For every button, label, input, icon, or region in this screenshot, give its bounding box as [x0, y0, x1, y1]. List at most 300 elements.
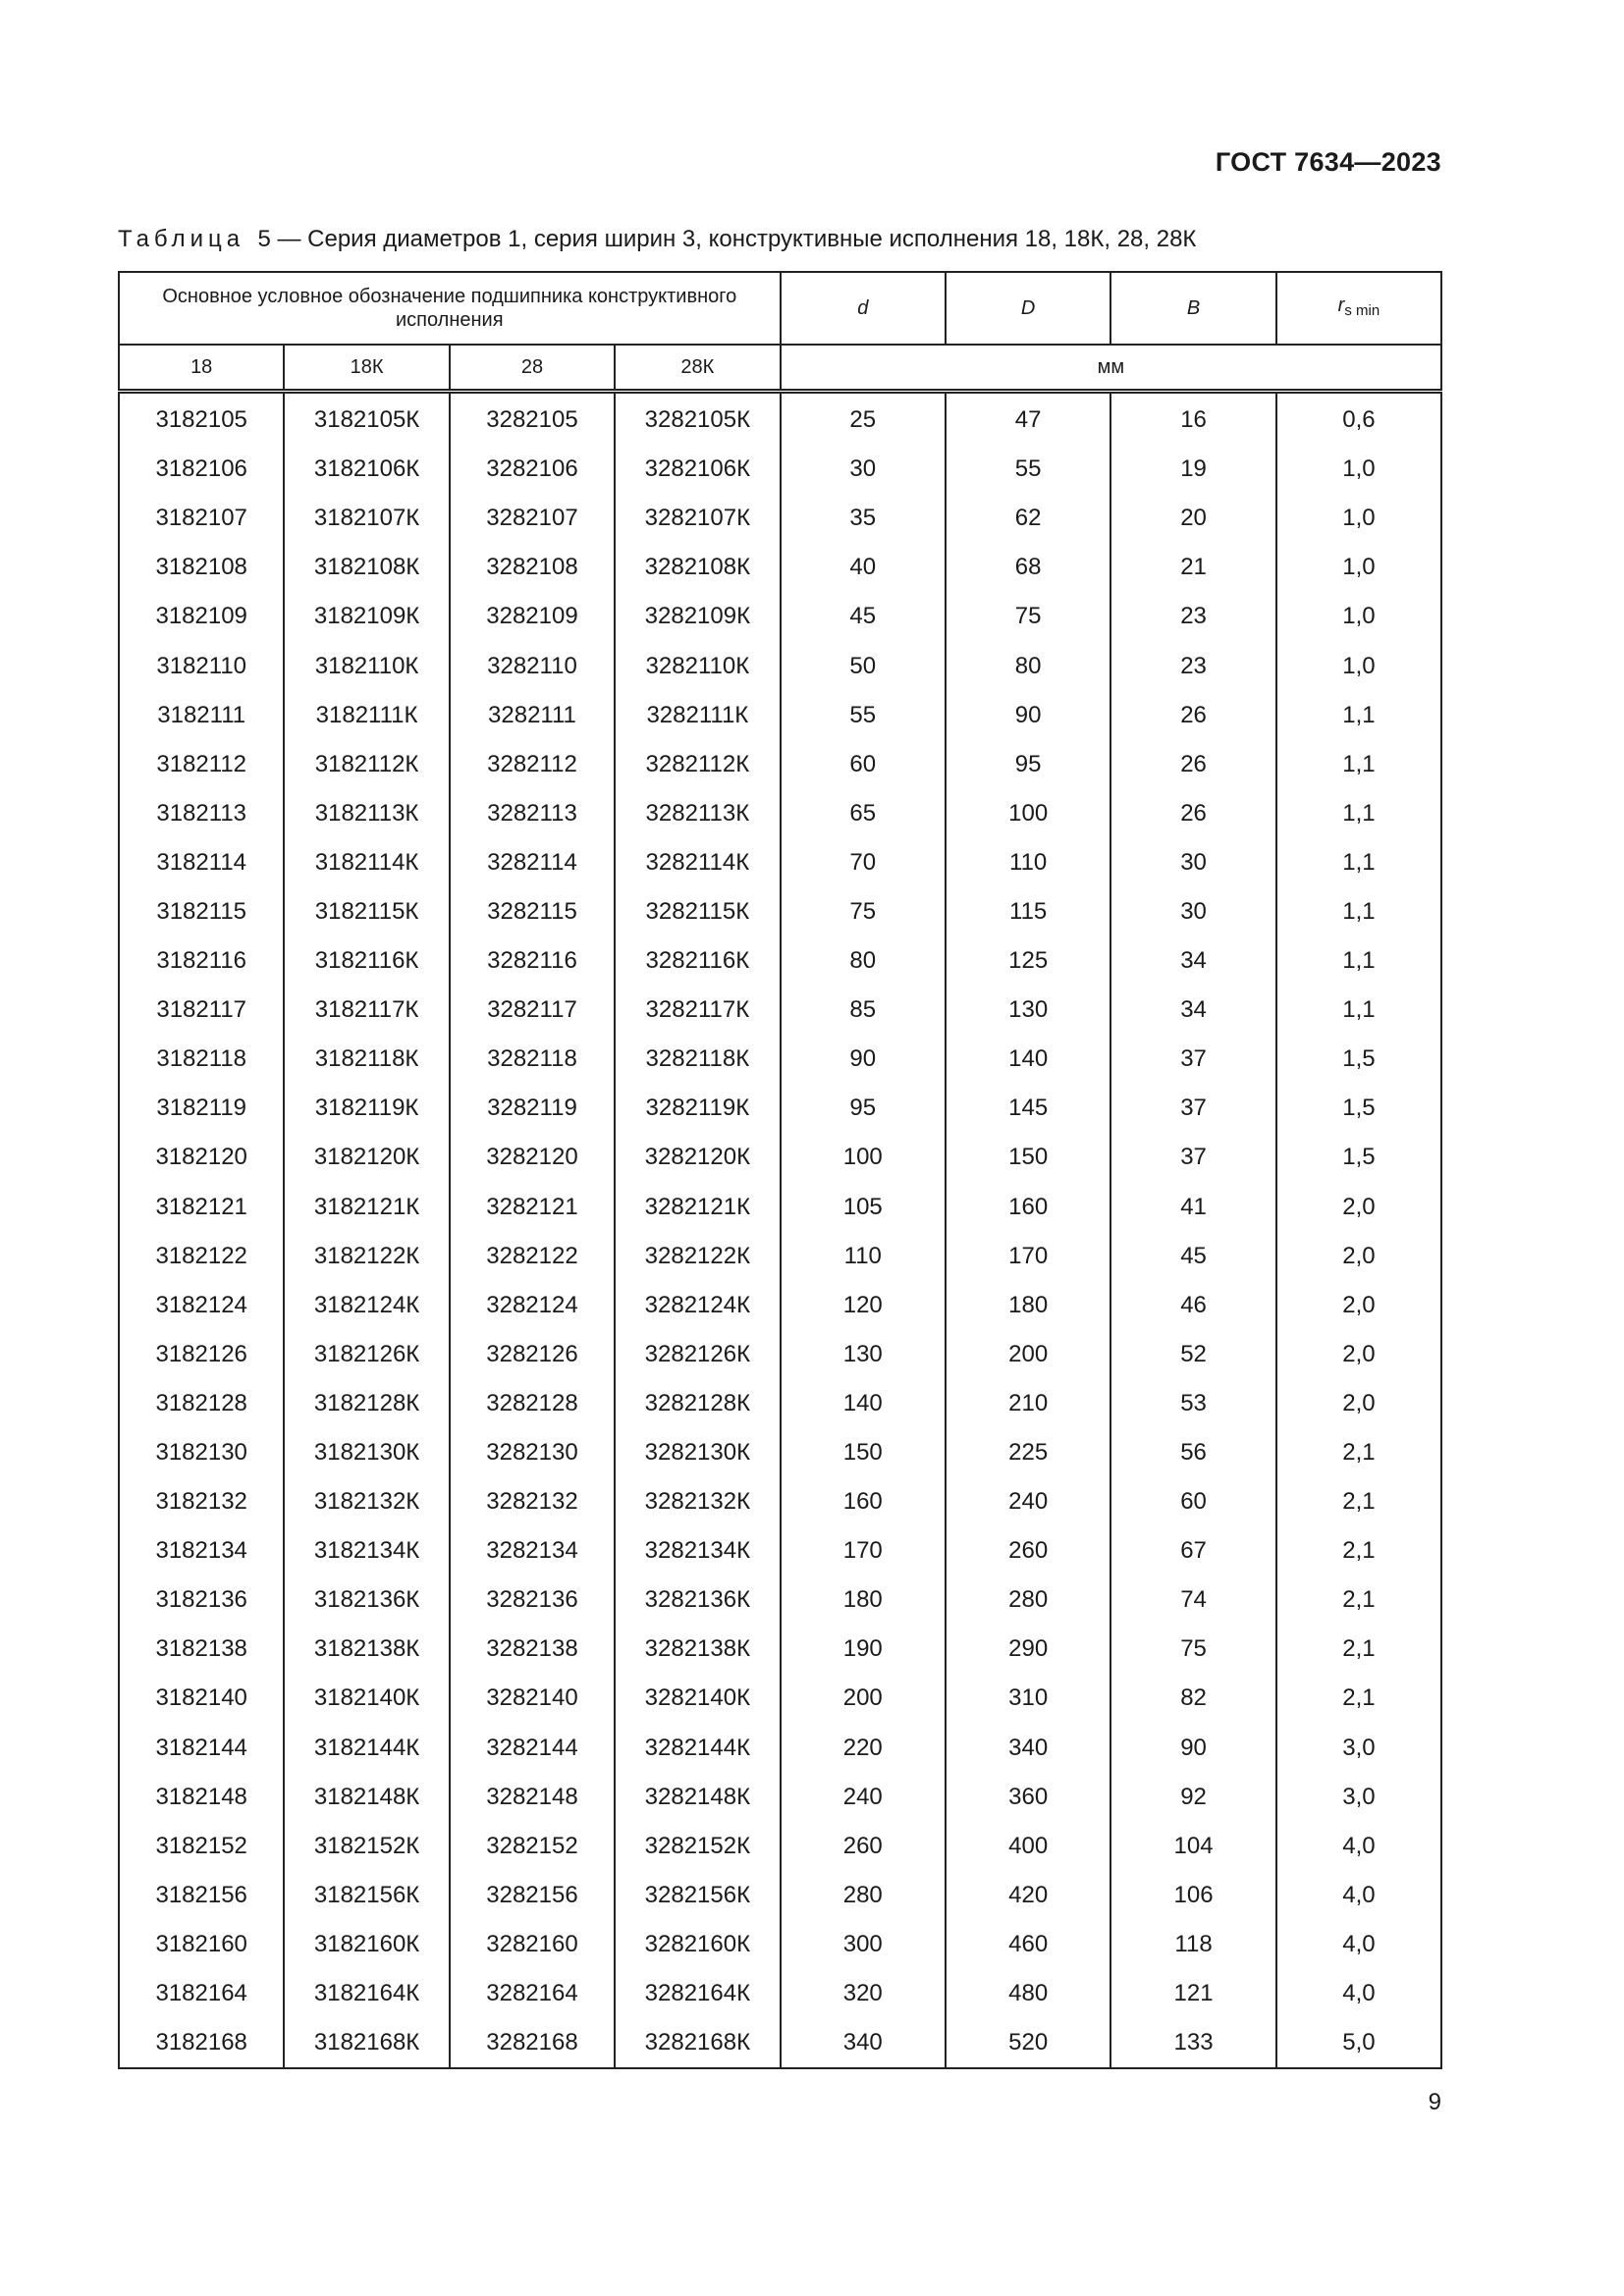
r-s-min-value: 1,0 — [1276, 494, 1441, 543]
b-value: 90 — [1110, 1724, 1275, 1773]
outer-d-value: 90 — [946, 691, 1110, 740]
designation-28k: 3282164К — [615, 1969, 780, 2018]
designation-18k: 3182118К — [284, 1035, 449, 1084]
designation-28k: 3282107К — [615, 494, 780, 543]
table-row — [119, 1477, 1441, 1526]
b-value: 23 — [1110, 641, 1275, 690]
designation-18k: 3182156К — [284, 1871, 449, 1920]
b-value: 34 — [1110, 986, 1275, 1035]
r-s-min-value: 1,1 — [1276, 789, 1441, 838]
designation-28k: 3282105К — [615, 392, 780, 446]
header-r-s-min — [1276, 272, 1441, 345]
header-r-main: r — [1337, 294, 1345, 316]
outer-d-value: 520 — [946, 2018, 1110, 2068]
designation-18k: 3182124К — [284, 1281, 449, 1330]
designation-28k: 3282168К — [615, 2018, 780, 2068]
designation-18k: 3182138К — [284, 1625, 449, 1674]
designation-28k: 3282132К — [615, 1477, 780, 1526]
designation-18k: 3182128К — [284, 1379, 449, 1428]
d-value: 30 — [781, 445, 946, 494]
designation-18k: 3182108К — [284, 543, 449, 592]
b-value: 23 — [1110, 592, 1275, 641]
designation-28: 3282128 — [450, 1379, 615, 1428]
b-value: 74 — [1110, 1575, 1275, 1625]
designation-18: 3182132 — [119, 1477, 284, 1526]
designation-18: 3182114 — [119, 838, 284, 887]
designation-28: 3282134 — [450, 1526, 615, 1575]
b-value: 52 — [1110, 1330, 1275, 1379]
designation-28k: 3282115К — [615, 887, 780, 936]
designation-18: 3182115 — [119, 887, 284, 936]
designation-18: 3182105 — [119, 392, 284, 446]
r-s-min-value: 2,0 — [1276, 1379, 1441, 1428]
designation-18k: 3182121К — [284, 1183, 449, 1232]
designation-28k: 3282111К — [615, 691, 780, 740]
designation-28: 3282120 — [450, 1133, 615, 1182]
b-value: 121 — [1110, 1969, 1275, 2018]
d-value: 75 — [781, 887, 946, 936]
designation-28: 3282132 — [450, 1477, 615, 1526]
designation-28: 3282130 — [450, 1428, 615, 1477]
outer-d-value: 180 — [946, 1281, 1110, 1330]
r-s-min-value: 2,0 — [1276, 1232, 1441, 1281]
b-value: 26 — [1110, 740, 1275, 789]
designation-18: 3182126 — [119, 1330, 284, 1379]
designation-18: 3182124 — [119, 1281, 284, 1330]
outer-d-value: 170 — [946, 1232, 1110, 1281]
table-row — [119, 543, 1441, 592]
designation-18k: 3182111К — [284, 691, 449, 740]
designation-18k: 3182105К — [284, 392, 449, 446]
r-s-min-value: 5,0 — [1276, 2018, 1441, 2068]
d-value: 130 — [781, 1330, 946, 1379]
page-number: 9 — [1428, 2089, 1441, 2115]
outer-d-value: 260 — [946, 1526, 1110, 1575]
outer-d-value: 240 — [946, 1477, 1110, 1526]
d-value: 50 — [781, 641, 946, 690]
designation-28: 3282152 — [450, 1822, 615, 1871]
designation-28: 3282105 — [450, 392, 615, 446]
designation-28k: 3282119К — [615, 1084, 780, 1133]
outer-d-value: 80 — [946, 641, 1110, 690]
table-row — [119, 1232, 1441, 1281]
designation-28: 3282107 — [450, 494, 615, 543]
designation-28k: 3282114К — [615, 838, 780, 887]
table-body — [119, 392, 1441, 2069]
r-s-min-value: 2,0 — [1276, 1281, 1441, 1330]
table-row — [119, 789, 1441, 838]
outer-d-value: 100 — [946, 789, 1110, 838]
designation-28k: 3282128К — [615, 1379, 780, 1428]
designation-18k: 3182160К — [284, 1920, 449, 1969]
r-s-min-value: 0,6 — [1276, 392, 1441, 446]
d-value: 110 — [781, 1232, 946, 1281]
designation-18k: 3182148К — [284, 1773, 449, 1822]
table-row — [119, 2018, 1441, 2068]
designation-18: 3182136 — [119, 1575, 284, 1625]
r-s-min-value: 1,1 — [1276, 740, 1441, 789]
designation-28k: 3282108К — [615, 543, 780, 592]
table-row — [119, 445, 1441, 494]
table-row — [119, 1724, 1441, 1773]
table-row — [119, 1526, 1441, 1575]
designation-28k: 3282144К — [615, 1724, 780, 1773]
designation-18k: 3182132К — [284, 1477, 449, 1526]
b-value: 60 — [1110, 1477, 1275, 1526]
r-s-min-value: 1,0 — [1276, 543, 1441, 592]
table-row — [119, 1773, 1441, 1822]
outer-d-value: 115 — [946, 887, 1110, 936]
designation-28k: 3282156К — [615, 1871, 780, 1920]
designation-28k: 3282160К — [615, 1920, 780, 1969]
table-row — [119, 1871, 1441, 1920]
designation-28k: 3282148К — [615, 1773, 780, 1822]
b-value: 20 — [1110, 494, 1275, 543]
b-value: 56 — [1110, 1428, 1275, 1477]
r-s-min-value: 1,5 — [1276, 1035, 1441, 1084]
b-value: 21 — [1110, 543, 1275, 592]
designation-28k: 3282110К — [615, 641, 780, 690]
b-value: 45 — [1110, 1232, 1275, 1281]
d-value: 100 — [781, 1133, 946, 1182]
r-s-min-value: 2,1 — [1276, 1575, 1441, 1625]
outer-d-value: 200 — [946, 1330, 1110, 1379]
b-value: 26 — [1110, 691, 1275, 740]
subheader-28k: 28К — [615, 345, 780, 392]
designation-18: 3182134 — [119, 1526, 284, 1575]
r-s-min-value: 1,1 — [1276, 936, 1441, 986]
designation-18k: 3182107К — [284, 494, 449, 543]
d-value: 200 — [781, 1674, 946, 1723]
designation-18: 3182109 — [119, 592, 284, 641]
designation-18: 3182119 — [119, 1084, 284, 1133]
designation-18k: 3182114К — [284, 838, 449, 887]
designation-18k: 3182134К — [284, 1526, 449, 1575]
b-value: 34 — [1110, 936, 1275, 986]
table-row — [119, 1330, 1441, 1379]
d-value: 180 — [781, 1575, 946, 1625]
table-row — [119, 1625, 1441, 1674]
designation-18: 3182111 — [119, 691, 284, 740]
designation-18: 3182112 — [119, 740, 284, 789]
d-value: 240 — [781, 1773, 946, 1822]
outer-d-value: 150 — [946, 1133, 1110, 1182]
table-row — [119, 1281, 1441, 1330]
designation-18: 3182148 — [119, 1773, 284, 1822]
designation-28k: 3282122К — [615, 1232, 780, 1281]
b-value: 133 — [1110, 2018, 1275, 2068]
designation-18: 3182120 — [119, 1133, 284, 1182]
d-value: 25 — [781, 392, 946, 446]
designation-18k: 3182116К — [284, 936, 449, 986]
r-s-min-value: 1,1 — [1276, 887, 1441, 936]
b-value: 37 — [1110, 1084, 1275, 1133]
b-value: 16 — [1110, 392, 1275, 446]
outer-d-value: 55 — [946, 445, 1110, 494]
outer-d-value: 210 — [946, 1379, 1110, 1428]
r-s-min-value: 4,0 — [1276, 1969, 1441, 2018]
outer-d-value: 340 — [946, 1724, 1110, 1773]
d-value: 105 — [781, 1183, 946, 1232]
designation-28: 3282109 — [450, 592, 615, 641]
designation-28: 3282156 — [450, 1871, 615, 1920]
designation-18: 3182110 — [119, 641, 284, 690]
b-value: 41 — [1110, 1183, 1275, 1232]
header-d: d — [781, 272, 946, 345]
outer-d-value: 360 — [946, 1773, 1110, 1822]
designation-18k: 3182115К — [284, 887, 449, 936]
designation-28k: 3282116К — [615, 936, 780, 986]
b-value: 106 — [1110, 1871, 1275, 1920]
outer-d-value: 400 — [946, 1822, 1110, 1871]
b-value: 118 — [1110, 1920, 1275, 1969]
designation-18k: 3182164К — [284, 1969, 449, 2018]
b-value: 46 — [1110, 1281, 1275, 1330]
designation-28: 3282113 — [450, 789, 615, 838]
r-s-min-value: 1,0 — [1276, 445, 1441, 494]
table-row — [119, 691, 1441, 740]
b-value: 75 — [1110, 1625, 1275, 1674]
table-row — [119, 494, 1441, 543]
document-code: ГОСТ 7634—2023 — [1215, 147, 1441, 177]
designation-28: 3282108 — [450, 543, 615, 592]
table-caption — [118, 226, 1196, 253]
outer-d-value: 160 — [946, 1183, 1110, 1232]
designation-28k: 3282138К — [615, 1625, 780, 1674]
outer-d-value: 75 — [946, 592, 1110, 641]
d-value: 150 — [781, 1428, 946, 1477]
header-r-sub: s min — [1344, 302, 1380, 319]
table-row — [119, 936, 1441, 986]
designation-28: 3282116 — [450, 936, 615, 986]
table-row — [119, 1575, 1441, 1625]
outer-d-value: 420 — [946, 1871, 1110, 1920]
d-value: 35 — [781, 494, 946, 543]
designation-18: 3182130 — [119, 1428, 284, 1477]
designation-18k: 3182140К — [284, 1674, 449, 1723]
r-s-min-value: 3,0 — [1276, 1773, 1441, 1822]
d-value: 140 — [781, 1379, 946, 1428]
table-row — [119, 1920, 1441, 1969]
outer-d-value: 68 — [946, 543, 1110, 592]
designation-28: 3282119 — [450, 1084, 615, 1133]
outer-d-value: 62 — [946, 494, 1110, 543]
d-value: 55 — [781, 691, 946, 740]
d-value: 40 — [781, 543, 946, 592]
designation-18k: 3182136К — [284, 1575, 449, 1625]
r-s-min-value: 2,0 — [1276, 1330, 1441, 1379]
d-value: 65 — [781, 789, 946, 838]
b-value: 67 — [1110, 1526, 1275, 1575]
table-row — [119, 592, 1441, 641]
d-value: 190 — [781, 1625, 946, 1674]
outer-d-value: 130 — [946, 986, 1110, 1035]
designation-18: 3182144 — [119, 1724, 284, 1773]
designation-28k: 3282136К — [615, 1575, 780, 1625]
table-row — [119, 1084, 1441, 1133]
d-value: 170 — [781, 1526, 946, 1575]
designation-18: 3182118 — [119, 1035, 284, 1084]
d-value: 80 — [781, 936, 946, 986]
designation-group-header: Основное условное обозначение подшипника конструктивного исполнения — [119, 272, 781, 345]
table-caption-label: Таблица — [118, 226, 245, 252]
designation-18: 3182164 — [119, 1969, 284, 2018]
table-row — [119, 1183, 1441, 1232]
table-row — [119, 887, 1441, 936]
designation-28: 3282122 — [450, 1232, 615, 1281]
table-row — [119, 1428, 1441, 1477]
d-value: 70 — [781, 838, 946, 887]
b-value: 37 — [1110, 1035, 1275, 1084]
designation-18k: 3182126К — [284, 1330, 449, 1379]
designation-18k: 3182120К — [284, 1133, 449, 1182]
r-s-min-value: 2,0 — [1276, 1183, 1441, 1232]
designation-28: 3282110 — [450, 641, 615, 690]
b-value: 30 — [1110, 887, 1275, 936]
designation-18: 3182107 — [119, 494, 284, 543]
table-row — [119, 1969, 1441, 2018]
d-value: 60 — [781, 740, 946, 789]
b-value: 19 — [1110, 445, 1275, 494]
b-value: 104 — [1110, 1822, 1275, 1871]
d-value: 95 — [781, 1084, 946, 1133]
unit-header: мм — [781, 345, 1442, 392]
table-row — [119, 1822, 1441, 1871]
header-b: B — [1110, 272, 1275, 345]
r-s-min-value: 2,1 — [1276, 1674, 1441, 1723]
b-value: 26 — [1110, 789, 1275, 838]
designation-18k: 3182152К — [284, 1822, 449, 1871]
table-row — [119, 641, 1441, 690]
designation-28k: 3282109К — [615, 592, 780, 641]
designation-28k: 3282152К — [615, 1822, 780, 1871]
designation-18k: 3182119К — [284, 1084, 449, 1133]
outer-d-value: 125 — [946, 936, 1110, 986]
outer-d-value: 280 — [946, 1575, 1110, 1625]
designation-18k: 3182112К — [284, 740, 449, 789]
outer-d-value: 225 — [946, 1428, 1110, 1477]
outer-d-value: 47 — [946, 392, 1110, 446]
subheader-18: 18 — [119, 345, 284, 392]
d-value: 90 — [781, 1035, 946, 1084]
designation-28: 3282124 — [450, 1281, 615, 1330]
r-s-min-value: 2,1 — [1276, 1625, 1441, 1674]
designation-28: 3282115 — [450, 887, 615, 936]
designation-28: 3282160 — [450, 1920, 615, 1969]
outer-d-value: 310 — [946, 1674, 1110, 1723]
header-outer-d: D — [946, 272, 1110, 345]
designation-28: 3282106 — [450, 445, 615, 494]
r-s-min-value: 3,0 — [1276, 1724, 1441, 1773]
d-value: 85 — [781, 986, 946, 1035]
designation-28: 3282117 — [450, 986, 615, 1035]
subheader-28: 28 — [450, 345, 615, 392]
table-row — [119, 740, 1441, 789]
designation-18: 3182138 — [119, 1625, 284, 1674]
b-value: 92 — [1110, 1773, 1275, 1822]
table-row — [119, 1379, 1441, 1428]
designation-28k: 3282106К — [615, 445, 780, 494]
r-s-min-value: 4,0 — [1276, 1920, 1441, 1969]
outer-d-value: 480 — [946, 1969, 1110, 2018]
subheader-18k: 18К — [284, 345, 449, 392]
d-value: 220 — [781, 1724, 946, 1773]
designation-18: 3182121 — [119, 1183, 284, 1232]
outer-d-value: 95 — [946, 740, 1110, 789]
designation-28: 3282140 — [450, 1674, 615, 1723]
table-row — [119, 838, 1441, 887]
designation-18: 3182117 — [119, 986, 284, 1035]
designation-18k: 3182117К — [284, 986, 449, 1035]
d-value: 320 — [781, 1969, 946, 2018]
designation-28k: 3282124К — [615, 1281, 780, 1330]
d-value: 260 — [781, 1822, 946, 1871]
table-caption-text: 5 — Серия диаметров 1, серия ширин 3, конструктивные исполнения 18, 18К, 28, 28К — [257, 226, 1197, 252]
designation-28: 3282118 — [450, 1035, 615, 1084]
outer-d-value: 460 — [946, 1920, 1110, 1969]
r-s-min-value: 2,1 — [1276, 1526, 1441, 1575]
r-s-min-value: 4,0 — [1276, 1871, 1441, 1920]
d-value: 160 — [781, 1477, 946, 1526]
designation-28k: 3282130К — [615, 1428, 780, 1477]
designation-18k: 3182144К — [284, 1724, 449, 1773]
designation-18: 3182113 — [119, 789, 284, 838]
designation-18: 3182106 — [119, 445, 284, 494]
designation-28k: 3282134К — [615, 1526, 780, 1575]
r-s-min-value: 4,0 — [1276, 1822, 1441, 1871]
designation-28: 3282126 — [450, 1330, 615, 1379]
designation-28k: 3282120К — [615, 1133, 780, 1182]
outer-d-value: 140 — [946, 1035, 1110, 1084]
designation-18k: 3182130К — [284, 1428, 449, 1477]
designation-18: 3182116 — [119, 936, 284, 986]
d-value: 300 — [781, 1920, 946, 1969]
bearing-dimensions-table — [118, 271, 1442, 2069]
designation-28k: 3282118К — [615, 1035, 780, 1084]
designation-28: 3282138 — [450, 1625, 615, 1674]
b-value: 30 — [1110, 838, 1275, 887]
d-value: 45 — [781, 592, 946, 641]
table-row — [119, 1133, 1441, 1182]
designation-28k: 3282117К — [615, 986, 780, 1035]
designation-28: 3282112 — [450, 740, 615, 789]
designation-28: 3282144 — [450, 1724, 615, 1773]
r-s-min-value: 2,1 — [1276, 1477, 1441, 1526]
designation-18k: 3182106К — [284, 445, 449, 494]
outer-d-value: 290 — [946, 1625, 1110, 1674]
designation-28: 3282121 — [450, 1183, 615, 1232]
designation-28k: 3282140К — [615, 1674, 780, 1723]
r-s-min-value: 2,1 — [1276, 1428, 1441, 1477]
r-s-min-value: 1,1 — [1276, 838, 1441, 887]
designation-28: 3282114 — [450, 838, 615, 887]
table-row — [119, 1674, 1441, 1723]
designation-18k: 3182122К — [284, 1232, 449, 1281]
designation-28: 3282136 — [450, 1575, 615, 1625]
outer-d-value: 145 — [946, 1084, 1110, 1133]
r-s-min-value: 1,1 — [1276, 691, 1441, 740]
designation-18k: 3182109К — [284, 592, 449, 641]
designation-28k: 3282113К — [615, 789, 780, 838]
designation-18: 3182168 — [119, 2018, 284, 2068]
b-value: 82 — [1110, 1674, 1275, 1723]
designation-18k: 3182113К — [284, 789, 449, 838]
designation-28: 3282168 — [450, 2018, 615, 2068]
designation-28: 3282164 — [450, 1969, 615, 2018]
r-s-min-value: 1,5 — [1276, 1084, 1441, 1133]
designation-18: 3182160 — [119, 1920, 284, 1969]
d-value: 120 — [781, 1281, 946, 1330]
